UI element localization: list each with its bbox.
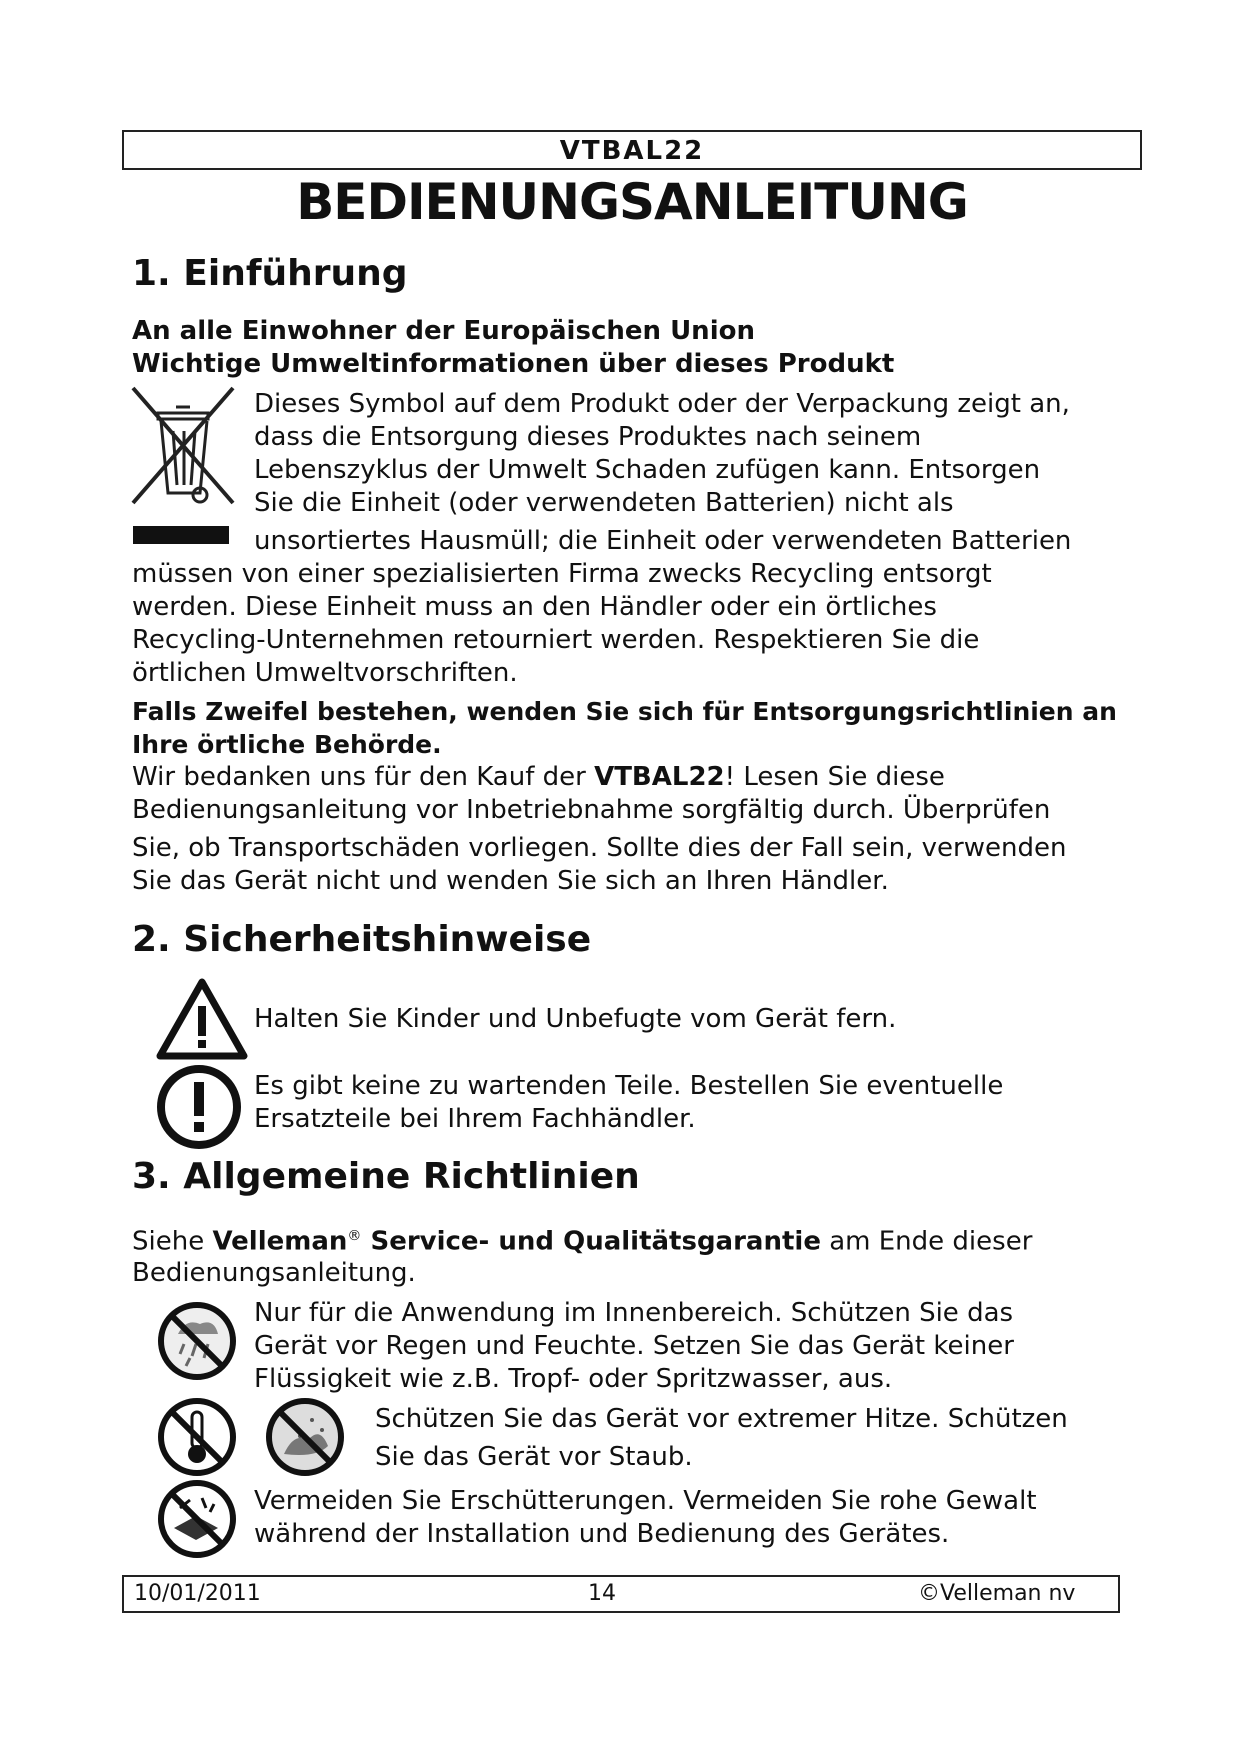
indoor-line-2: Gerät vor Regen und Feuchte. Setzen Sie das Gerät keiner	[254, 1331, 1014, 1361]
intro-brand: Velleman	[212, 1226, 348, 1257]
footer-page-number: 14	[588, 1581, 616, 1606]
weee-line-9: örtlichen Umweltvorschriften.	[132, 658, 518, 688]
safety-children-warning: Halten Sie Kinder und Unbefugte vom Gerät fern.	[254, 1004, 897, 1034]
weee-line-8: Recycling-Unternehmen retourniert werden. Respektieren Sie die	[132, 625, 980, 655]
no-rain-icon	[156, 1300, 238, 1382]
footer-date: 10/01/2011	[134, 1581, 261, 1606]
section-3-heading: 3. Allgemeine Richtlinien	[132, 1156, 640, 1197]
intro-prefix: Siehe	[132, 1226, 213, 1257]
weee-line-5: unsortiertes Hausmüll; die Einheit oder verwendeten Batterien	[254, 526, 1072, 556]
page-title: BEDIENUNGSANLEITUNG	[296, 173, 968, 231]
shock-line-2: während der Installation und Bedienung des Gerätes.	[254, 1519, 950, 1549]
footer-copyright: ©Velleman nv	[918, 1581, 1076, 1606]
warning-triangle-icon	[156, 978, 248, 1060]
weee-line-4: Sie die Einheit (oder verwendeten Batterien) nicht als	[254, 488, 954, 518]
eu-subheading: An alle Einwohner der Europäischen Union	[132, 316, 755, 346]
env-subheading: Wichtige Umweltinformationen über dieses Produkt	[132, 349, 895, 379]
safety-parts-line-2: Ersatzteile bei Ihrem Fachhändler.	[254, 1104, 696, 1134]
weee-line-6: müssen von einer spezialisierten Firma zwecks Recycling entsorgt	[132, 559, 992, 589]
thanks-line-2: Bedienungsanleitung vor Inbetriebnahme sorgfältig durch. Überprüfen	[132, 795, 1051, 825]
no-heat-icon	[156, 1396, 238, 1478]
intro-warranty: Service- und Qualitätsgarantie	[361, 1226, 821, 1257]
intro-suffix: am Ende dieser	[820, 1226, 1033, 1257]
safety-parts-line-1: Es gibt keine zu wartenden Teile. Bestellen Sie eventuelle	[254, 1071, 1004, 1101]
shock-line-1: Vermeiden Sie Erschütterungen. Vermeiden Sie rohe Gewalt	[254, 1486, 1037, 1516]
indoor-line-3: Flüssigkeit wie z.B. Tropf- oder Spritzwasser, aus.	[254, 1364, 893, 1394]
section-2-heading: 2. Sicherheitshinweise	[132, 919, 592, 960]
thanks-prefix: Wir bedanken uns für den Kauf der	[132, 762, 595, 792]
guidelines-intro-line-1	[132, 1220, 1032, 1259]
disposal-notice-line-1: Falls Zweifel bestehen, wenden Sie sich für Entsorgungsrichtlinien an	[132, 697, 1117, 726]
weee-line-3: Lebenszyklus der Umwelt Schaden zufügen kann. Entsorgen	[254, 455, 1041, 485]
page-footer	[122, 1575, 1120, 1613]
indoor-line-1: Nur für die Anwendung im Innenbereich. Schützen Sie das	[254, 1298, 1014, 1328]
no-dust-icon	[264, 1396, 346, 1478]
section-1-heading: 1. Einführung	[132, 253, 408, 294]
caution-circle-icon	[156, 1064, 242, 1150]
disposal-notice-line-2: Ihre örtliche Behörde.	[132, 730, 442, 759]
weee-line-2: dass die Entsorgung dieses Produktes nach seinem	[254, 422, 922, 452]
weee-line-1: Dieses Symbol auf dem Produkt oder der Verpackung zeigt an,	[254, 389, 1070, 419]
guidelines-intro-line-2: Bedienungsanleitung.	[132, 1258, 416, 1288]
thanks-line-1	[132, 761, 945, 794]
no-shock-icon	[156, 1478, 238, 1560]
thanks-model: VTBAL22	[594, 762, 725, 792]
thanks-line-4: Sie das Gerät nicht und wenden Sie sich an Ihren Händler.	[132, 866, 889, 896]
thanks-suffix: ! Lesen Sie diese	[724, 762, 945, 792]
weee-bin-icon	[128, 383, 238, 553]
model-header: VTBAL22	[122, 130, 1142, 170]
weee-line-7: werden. Diese Einheit muss an den Händler oder ein örtliches	[132, 592, 937, 622]
heat-line-1: Schützen Sie das Gerät vor extremer Hitze. Schützen	[375, 1404, 1068, 1434]
heat-line-2: Sie das Gerät vor Staub.	[375, 1442, 693, 1472]
registered-mark: ®	[347, 1228, 362, 1244]
thanks-line-3: Sie, ob Transportschäden vorliegen. Sollte dies der Fall sein, verwenden	[132, 833, 1067, 863]
